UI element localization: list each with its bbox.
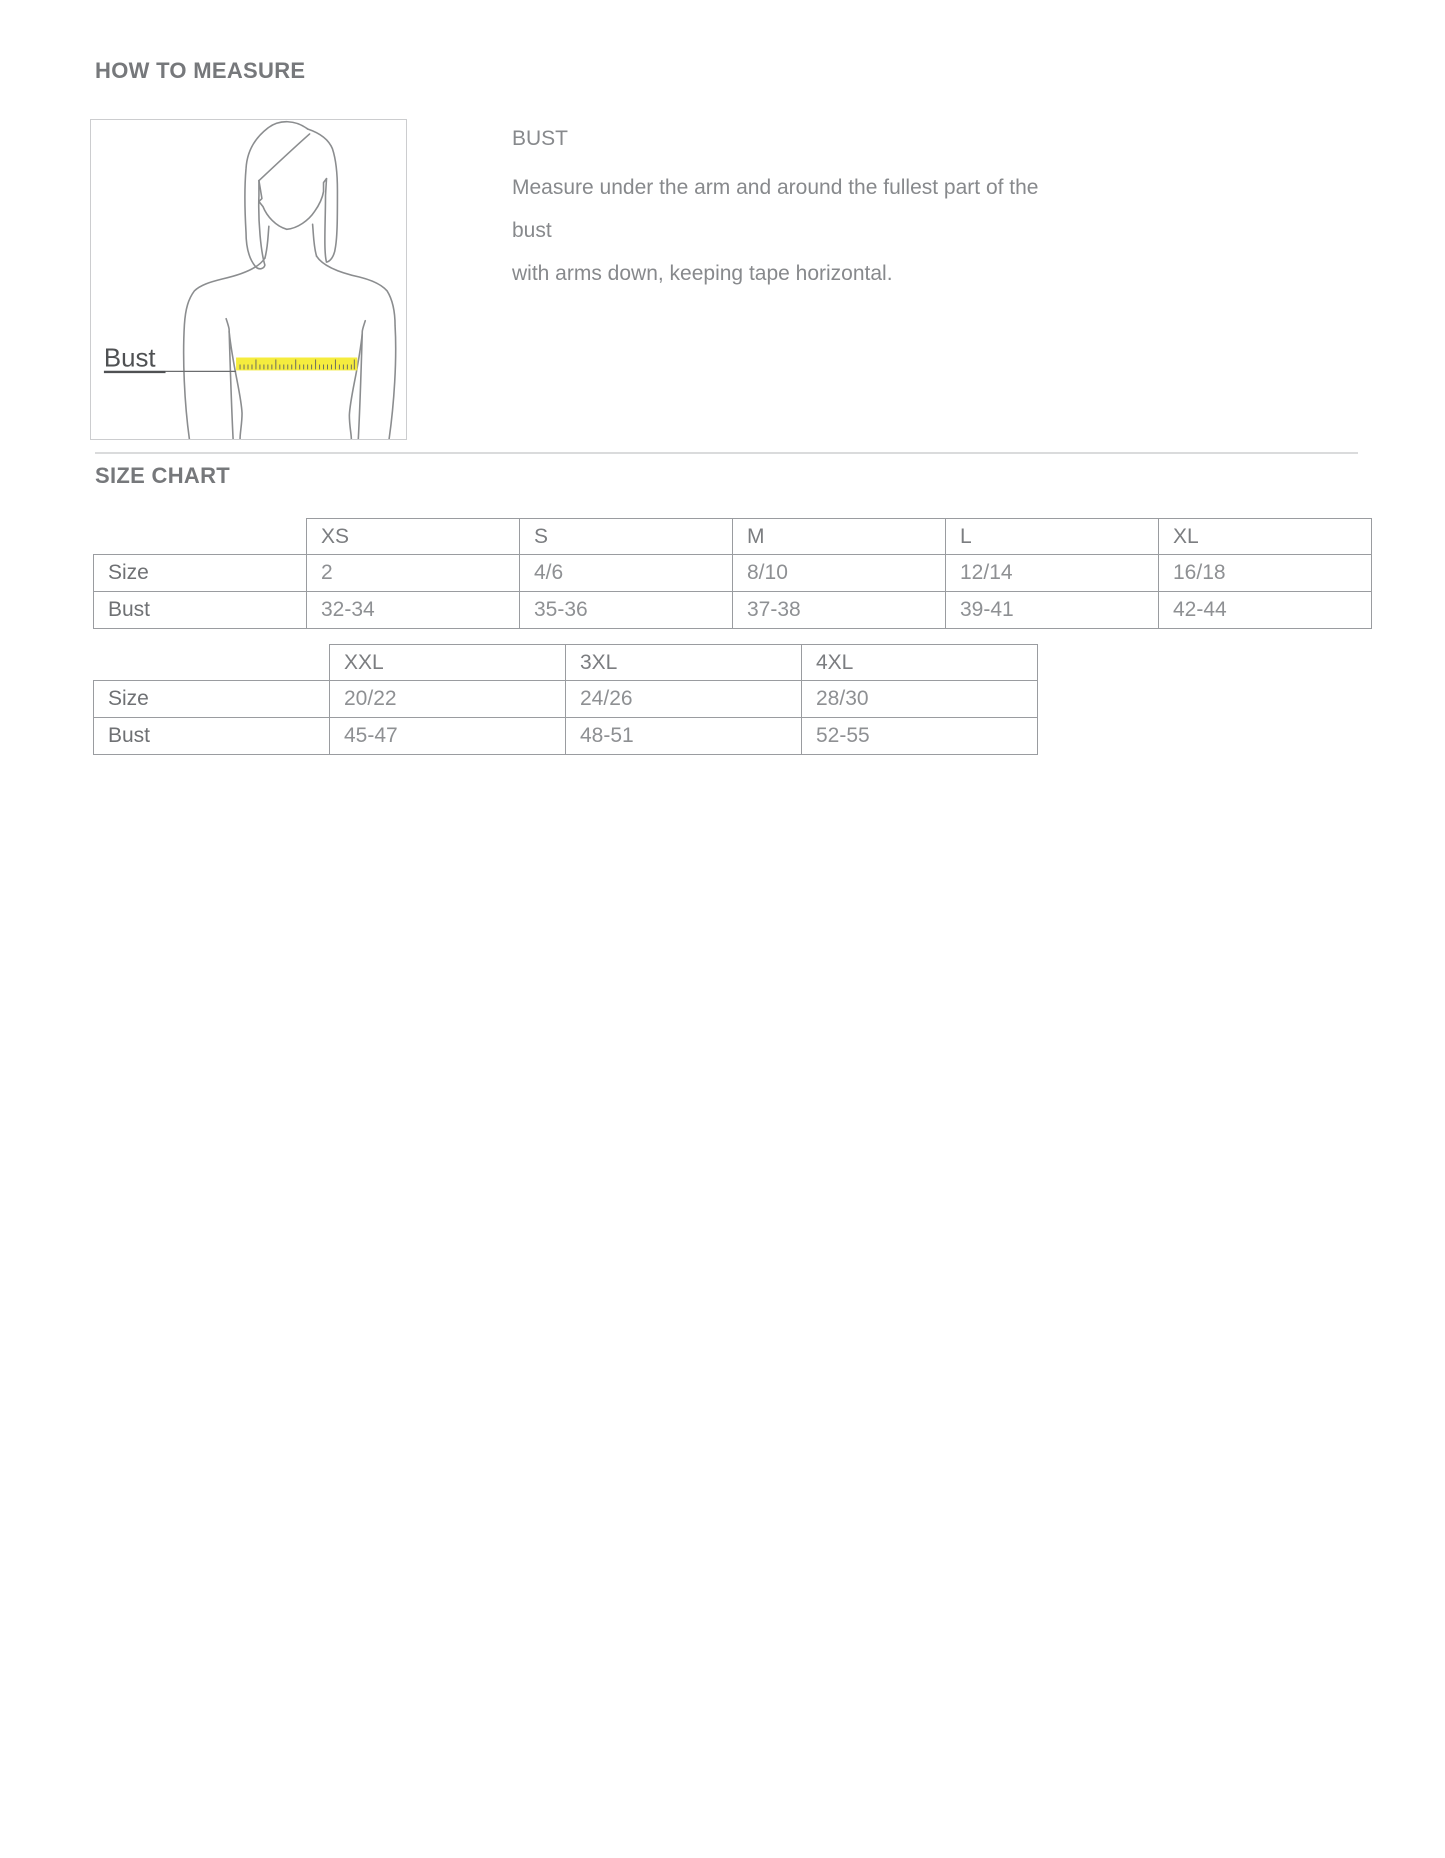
bust-value-xs: 32-34	[307, 592, 520, 629]
bust-value-l: 39-41	[946, 592, 1159, 629]
size-value-xxl: 20/22	[330, 681, 566, 718]
size-value-3xl: 24/26	[566, 681, 802, 718]
col-header-l: L	[946, 519, 1159, 555]
bust-value-3xl: 48-51	[566, 718, 802, 755]
bust-value-m: 37-38	[733, 592, 946, 629]
woman-torso-illustration-icon	[91, 120, 406, 439]
col-header-4xl: 4XL	[802, 645, 1038, 681]
row-label-size: Size	[94, 681, 330, 718]
bust-value-xl: 42-44	[1159, 592, 1372, 629]
table-row-bust	[94, 592, 1372, 629]
row-label-bust: Bust	[94, 592, 307, 629]
row-label-bust: Bust	[94, 718, 330, 755]
bust-instruction-line-2: with arms down, keeping tape horizontal.	[512, 262, 893, 285]
col-header-3xl: 3XL	[566, 645, 802, 681]
size-value-m: 8/10	[733, 555, 946, 592]
how-to-measure-heading: HOW TO MEASURE	[95, 58, 306, 83]
size-table-xxl-4xl	[93, 644, 1038, 755]
size-value-s: 4/6	[520, 555, 733, 592]
measuring-tape-icon	[236, 358, 357, 371]
size-table-xs-xl	[93, 518, 1372, 629]
bust-value-xxl: 45-47	[330, 718, 566, 755]
bust-subheading: BUST	[512, 127, 569, 150]
bust-instructions	[512, 166, 1072, 295]
bust-instruction-line-1: Measure under the arm and around the fullest part of the bust	[512, 176, 1039, 242]
col-header-xl: XL	[1159, 519, 1372, 555]
bust-value-4xl: 52-55	[802, 718, 1038, 755]
size-chart-heading: SIZE CHART	[95, 463, 230, 488]
corner-cell	[94, 645, 330, 681]
row-label-size: Size	[94, 555, 307, 592]
col-header-m: M	[733, 519, 946, 555]
measurement-figure-box	[90, 119, 407, 440]
table-row-size	[94, 681, 1038, 718]
table-row-size	[94, 555, 1372, 592]
col-header-xxl: XXL	[330, 645, 566, 681]
col-header-s: S	[520, 519, 733, 555]
table-header-row	[94, 645, 1038, 681]
table-header-row	[94, 519, 1372, 555]
size-value-4xl: 28/30	[802, 681, 1038, 718]
col-header-xs: XS	[307, 519, 520, 555]
figure-bust-label: Bust	[103, 344, 156, 373]
section-divider	[95, 452, 1358, 454]
size-value-xs: 2	[307, 555, 520, 592]
bust-value-s: 35-36	[520, 592, 733, 629]
corner-cell	[94, 519, 307, 555]
size-value-l: 12/14	[946, 555, 1159, 592]
table-row-bust	[94, 718, 1038, 755]
size-value-xl: 16/18	[1159, 555, 1372, 592]
